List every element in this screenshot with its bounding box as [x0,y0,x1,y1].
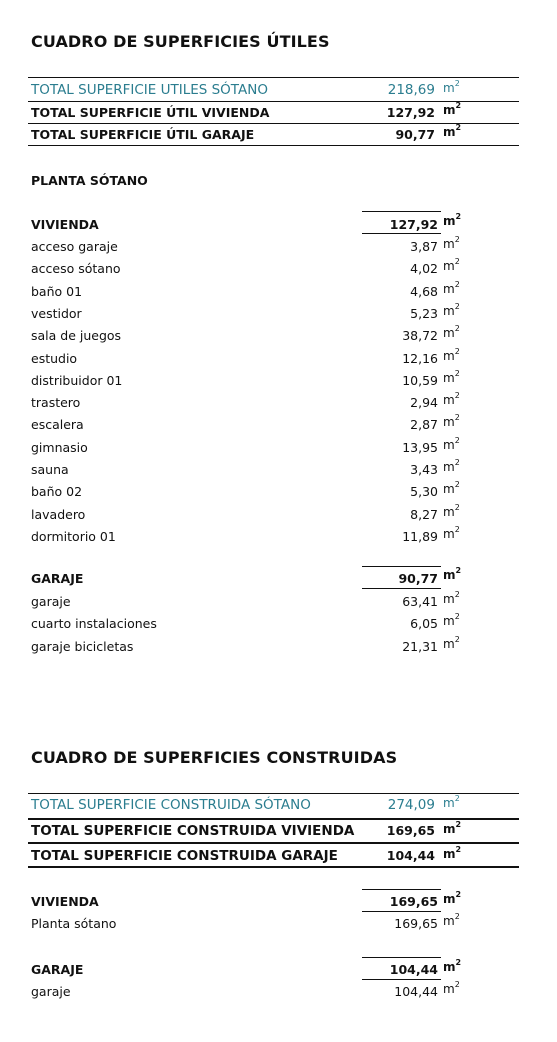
plant-title: PLANTA SÓTANO [31,173,148,188]
list-item-value: 13,95 [402,439,438,455]
list-item-value: 4,02 [410,261,438,277]
unit-m2: $m^2$ [443,101,462,117]
garaje-total: 90,77 [398,571,438,586]
unit-m2: $m^2$ [443,980,460,996]
construidas-vivienda-total: 169,65 [389,894,438,909]
utiles-title: CUADRO DE SUPERFICIES ÚTILES [31,32,330,51]
list-item-value: 169,65 [394,916,438,931]
total-rule [362,233,441,234]
unit-m2: $m^2$ [443,257,460,274]
unit-m2: $m^2$ [443,912,460,928]
list-item-value: 10,59 [402,372,438,388]
list-item-label: baño 01 [31,283,83,299]
utiles-summary-sotano-value: 218,69 [387,82,435,98]
unit-m2: $m^2$ [443,235,460,251]
utiles-summary-garaje-label: TOTAL SUPERFICIE ÚTIL GARAJE [31,127,255,142]
unit-m2: $m^2$ [443,458,460,474]
list-item-value: 5,23 [410,305,438,321]
garaje-label: GARAJE [31,571,84,586]
construidas-summary-sotano-label: TOTAL SUPERFICIE CONSTRUIDA SÓTANO [31,797,311,813]
list-item-label: distribuidor 01 [31,372,123,388]
unit-m2: $m^2$ [443,890,462,906]
unit-m2: $m^2$ [443,324,460,341]
list-item-value: 63,41 [402,594,438,609]
divider [28,842,519,844]
list-item-value: 38,72 [402,328,438,344]
list-item-value: 6,05 [410,616,438,632]
list-item-label: gimnasio [31,439,88,455]
list-item-label: trastero [31,395,81,411]
unit-m2: $m^2$ [443,279,460,296]
unit-m2: $m^2$ [443,212,462,228]
construidas-title: CUADRO DE SUPERFICIES CONSTRUIDAS [31,748,398,767]
divider [28,866,519,868]
utiles-summary-vivienda-label: TOTAL SUPERFICIE ÚTIL VIVIENDA [31,105,270,120]
total-rule [362,911,441,912]
unit-m2: $m^2$ [443,566,462,582]
list-item-value: 3,87 [410,239,438,254]
divider [28,77,519,78]
total-rule [362,889,441,890]
construidas-vivienda-label: VIVIENDA [31,894,99,909]
list-item-label: estudio [31,350,78,366]
construidas-garaje-total: 104,44 [389,962,438,977]
utiles-summary-garaje-value: 90,77 [395,127,435,142]
list-item-label: Planta sótano [31,916,117,931]
list-item-label: vestidor [31,305,82,321]
list-item-label: garaje bicicletas [31,638,134,654]
unit-m2: $m^2$ [443,435,460,452]
total-rule [362,957,441,958]
list-item-label: acceso garaje [31,239,118,254]
unit-m2: $m^2$ [443,634,460,651]
list-item-label: dormitorio 01 [31,528,116,544]
list-item-label: cuarto instalaciones [31,616,157,632]
construidas-summary-garaje-label: TOTAL SUPERFICIE CONSTRUIDA GARAJE [31,848,338,864]
list-item-value: 11,89 [402,528,438,544]
unit-m2: $m^2$ [443,524,460,541]
list-item-label: escalera [31,417,84,433]
list-item-label: sala de juegos [31,328,122,344]
list-item-value: 2,94 [410,395,438,411]
list-item-value: 2,87 [410,417,438,433]
list-item-value: 21,31 [402,638,438,654]
unit-m2: $m^2$ [443,391,460,408]
unit-m2: $m^2$ [443,794,460,810]
utiles-summary-vivienda-value: 127,92 [386,105,435,120]
construidas-garaje-label: GARAJE [31,962,84,977]
utiles-summary-sotano-label: TOTAL SUPERFICIE UTILES SÓTANO [31,82,268,98]
list-item-value: 4,68 [410,283,438,299]
vivienda-total: 127,92 [389,217,438,232]
unit-m2: $m^2$ [443,612,460,629]
construidas-summary-garaje-value: 104,44 [386,848,435,863]
list-item-label: garaje [31,594,71,609]
list-item-label: baño 02 [31,484,83,500]
list-item-value: 12,16 [402,350,438,366]
total-rule [362,566,441,567]
total-rule [362,979,441,980]
total-rule [362,211,441,212]
list-item-value: 3,43 [410,462,438,477]
construidas-summary-vivienda-label: TOTAL SUPERFICIE CONSTRUIDA VIVIENDA [31,823,355,839]
divider [28,818,519,820]
unit-m2: $m^2$ [443,346,460,363]
unit-m2: $m^2$ [443,958,462,974]
divider [28,145,519,146]
list-item-label: sauna [31,462,69,477]
unit-m2: $m^2$ [443,368,460,385]
unit-m2: $m^2$ [443,413,460,430]
list-item-value: 5,30 [410,484,438,500]
unit-m2: $m^2$ [443,502,460,519]
unit-m2: $m^2$ [443,123,462,139]
unit-m2: $m^2$ [443,820,462,836]
vivienda-label: VIVIENDA [31,217,99,232]
unit-m2: $m^2$ [443,301,460,318]
construidas-summary-vivienda-value: 169,65 [386,823,435,838]
unit-m2: $m^2$ [443,590,460,606]
list-item-value: 104,44 [394,984,438,999]
total-rule [362,588,441,589]
unit-m2: $m^2$ [443,480,460,497]
construidas-summary-sotano-value: 274,09 [387,797,435,813]
unit-m2: $m^2$ [443,79,460,95]
list-item-label: lavadero [31,506,86,522]
unit-m2: $m^2$ [443,845,462,861]
list-item-label: garaje [31,984,71,999]
list-item-value: 8,27 [410,506,438,522]
list-item-label: acceso sótano [31,261,121,277]
divider [28,793,519,794]
